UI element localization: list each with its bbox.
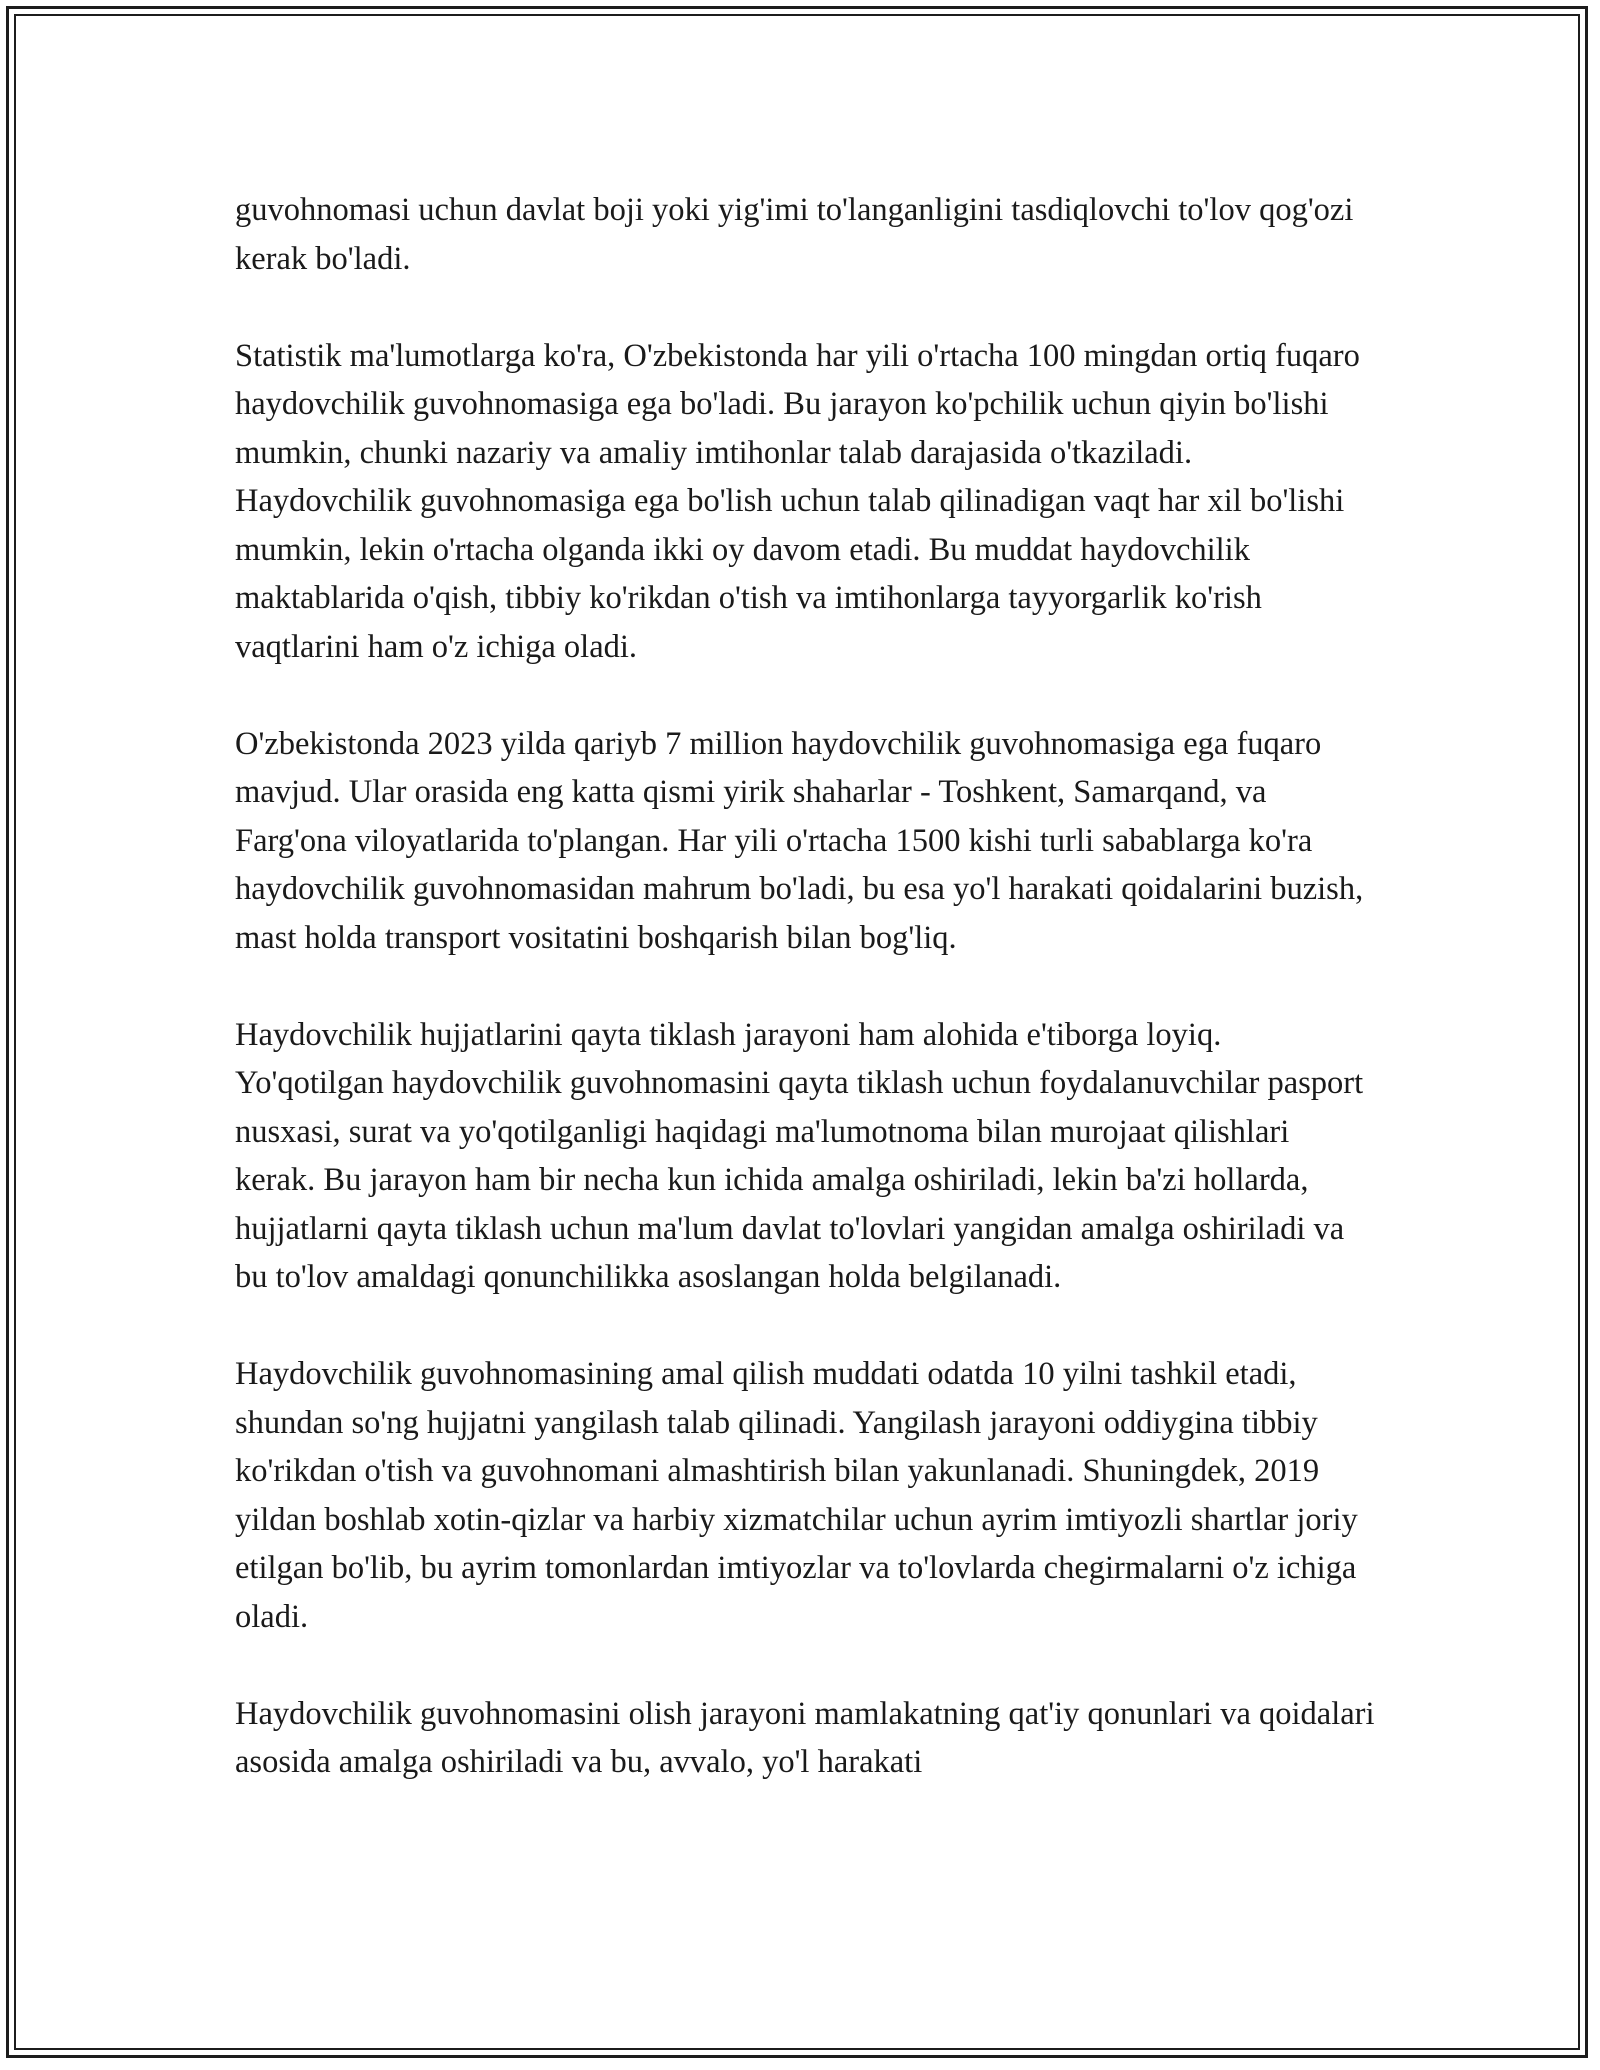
document-body [235, 186, 1375, 1787]
paragraph-2: Statistik ma'lumotlarga ko'ra, O'zbekistonda har yili o'rtacha 100 mingdan ortiq fuqaro haydovchilik guvohnomasiga ega bo'ladi. Bu jarayon ko'pchilik uchun qiyin bo'lishi mumkin, chunki nazariy va amaliy imtihonlar talab darajasida o'tkaziladi. Haydovchilik guvohnomasiga ega bo'lish uchun talab qilinadigan vaqt har xil bo'lishi mumkin, lekin o'rtacha olganda ikki oy davom etadi. Bu muddat haydovchilik maktablarida o'qish, tibbiy ko'rikdan o'tish va imtihonlarga tayyorgarlik ko'rish vaqtlarini ham o'z ichiga oladi. [235, 337, 1360, 665]
paragraph-3: O'zbekistonda 2023 yilda qariyb 7 million haydovchilik guvohnomasiga ega fuqaro mavjud. Ular orasida eng katta qismi yirik shaharlar - Toshkent, Samarqand, va Farg'ona viloyatlarida to'plangan. Har yili o'rtacha 1500 kishi turli sabablarga ko'ra haydovchilik guvohnomasidan mahrum bo'ladi, bu esa yo'l harakati qoidalarini buzish, mast holda transport vositatini boshqarish bilan bog'liq. [235, 725, 1364, 956]
paragraph-5: Haydovchilik guvohnomasining amal qilish muddati odatda 10 yilni tashkil etadi, shundan so'ng hujjatni yangilash talab qilinadi. Yangilash jarayoni oddiygina tibbiy ko'rikdan o'tish va guvohnomani almashtirish bilan yakunlanadi. Shuningdek, 2019 yildan boshlab xotin-qizlar va harbiy xizmatchilar uchun ayrim imtiyozli shartlar joriy etilgan bo'lib, bu ayrim tomonlardan imtiyozlar va to'lovlarda chegirmalarni o'z ichiga oladi. [235, 1356, 1358, 1635]
paragraph-6: Haydovchilik guvohnomasini olish jarayoni mamlakatning qat'iy qonunlari va qoidalari asosida amalga oshiriladi va bu, avvalo, yo'l harakati [235, 1695, 1375, 1780]
paragraph-1: guvohnomasi uchun davlat boji yoki yig'imi to'langanligini tasdiqlovchi to'lov qog'ozi kerak bo'ladi. [235, 192, 1354, 277]
paragraph-4: Haydovchilik hujjatlarini qayta tiklash jarayoni ham alohida e'tiborga loyiq. Yo'qotilgan haydovchilik guvohnomasini qayta tiklash uchun foydalanuvchilar pasport nusxasi, surat va yo'qotilganligi haqidagi ma'lumotnoma bilan murojaat qilishlari kerak. Bu jarayon ham bir necha kun ichida amalga oshiriladi, lekin ba'zi hollarda, hujjatlarni qayta tiklash uchun ma'lum davlat to'lovlari yangidan amalga oshiriladi va bu to'lov amaldagi qonunchilikka asoslangan holda belgilanadi. [235, 1016, 1364, 1295]
